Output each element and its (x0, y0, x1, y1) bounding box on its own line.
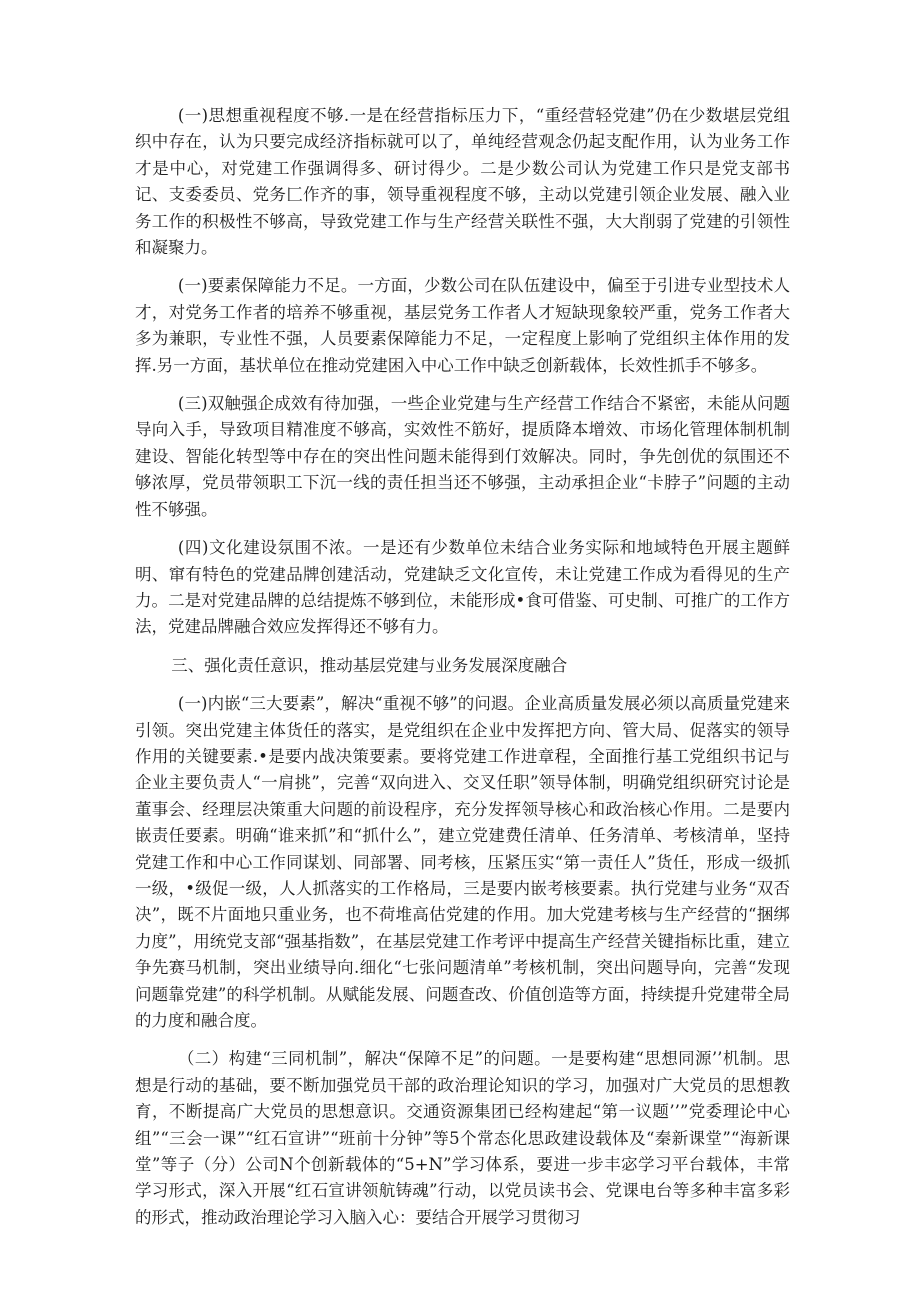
paragraph-three-mechanisms: （二）构建“三同机制”，解决“保障不足”的问题。一是要构建“思想同源’’机制。思想是行动的基础，要不断加强党员干部的政治理论知识的学习，加强对广大党员的思想教育，不断提高广大党员的思想意识。交通资源集团已经构建起“第一议题’’”党委理论中心组”“三会一课”“红石宣讲”“班前十分钟”等5个常态化思政建设载体及“秦新课堂”“海新课堂”等子（分）公司N个创新载体的“5+N”学习体系，要进一步丰宓学习平台载体，丰常学习形式，深入开展“红石宣讲领航铸魂”行动，以党员读书会、党课电台等多种丰富多彩的形式，推动政治理论学习入脑入心：要结合开展学习贯彻习 (135, 1049, 790, 1227)
document-body (135, 103, 790, 1231)
paragraph-ideological-awareness: (一)思想重视程度不够.一是在经营指标压力下，“重经营轻党建”仍在少数堪层党组织中存在，认为只要完成经济指标就可以了，单纯经营观念仍起支配作用，认为业务工作才是中心，对党建工作强调得多、研讨得少。二是少数公司认为党建工作只是党支部书记、支委委员、党务匚作齐的事，领导重视程度不够，主动以党建引领企业发展、融入业务工作的积极性不够高，导致党建工作与生产经营关联性不强，大大削弱了党建的引领性和凝聚力。 (135, 106, 790, 258)
section-heading-three: 三、强化责任意识，推动基层党建与业务发展深度融合 (171, 655, 568, 675)
paragraph-three-elements: (一)内嵌“三大要素”，解决“重视不够”的问遐。企业高质量发展必须以高质量党建来引领。突出党建主体货任的落实，是党组织在企业中发挥把方向、管大局、促落实的领导作用的关键要素.•是要内战决策要素。要将党建工作进章程，全面推行基工党组织书记与企业主要负责人“一肩挑”，完善“双向进入、交叉任职”领导体制，明确党组织研究讨论是董事会、经理层决策重大问题的前设程序，充分发挥领导核心和政治核心作用。二是要内嵌责任要素。明确“谁来抓”和“抓什么”，建立党建费任清单、任务清单、考核清单，坚持党建工作和中心工作同谋划、同部署、同考核，压紧压实“第一责任人”货任，形成一级抓一级，•级促一级，人人抓落实的工作格局，三是要内嵌考核要素。执行党建与业务“双否决”，既不片面地只重业务，也不荷堆高估党建的作用。加大党建考核与生产经营的“捆绑力度”，用统党支部“强基指数”，在基层党建工作考评中提高生产经营关键指标比重，建立争先赛马机制，突出业绩导向.细化“七张问题清单”考核机制，突出问题导向，完善“发现问题靠党建”的科学机制。从赋能发展、问题查改、价值创造等方面，持续提升党建带全局的力度和融合度。 (135, 694, 790, 1030)
paragraph-culture-building: (四)文化建设氛围不浓。一是还有少数单位未结合业务实际和地域特色开展主题鲜明、窜有特色的党建品牌创建活动，党建缺乏文化宣传，未让党建工作成为看得见的生产力。二是对党建品牌的总结提炼不够到位，未能形成•食可借鉴、可史制、可推广的工作方法，党建品牌融合效应发挥得还不够有力。 (135, 538, 790, 637)
paragraph-element-guarantee: (一)要素保障能力不足。一方面，少数公司在队伍建设中，偏至于引进专业型技术人才，对党务工作者的培养不够重视，基层党务工作者人才短缺现象较严重，党务工作者大多为兼职，专业性不强，人员要素保障能力不足，一定程度上影响了党组织主体作用的发挥.另一方面，基状单位在推动党建困入中心工作中缺乏创新载体，长效性抓手不够多。 (135, 276, 790, 375)
paragraph-dual-enterprise: (三)双触强企成效有待加强，一些企业党建与生产经营工作结合不紧密，未能从问题导向入手，导致项目精准度不够高，实效性不筋好，提质降本增效、市场化管理体制机制建设、智能化转型等中存在的突出性问题未能得到仃效解决。同时，争先创优的氛围还不够浓厚，党员带领职工下沉一线的责任担当还不够强，主动承担企业“卡脖子”问题的主动性不够强。 (135, 394, 790, 519)
